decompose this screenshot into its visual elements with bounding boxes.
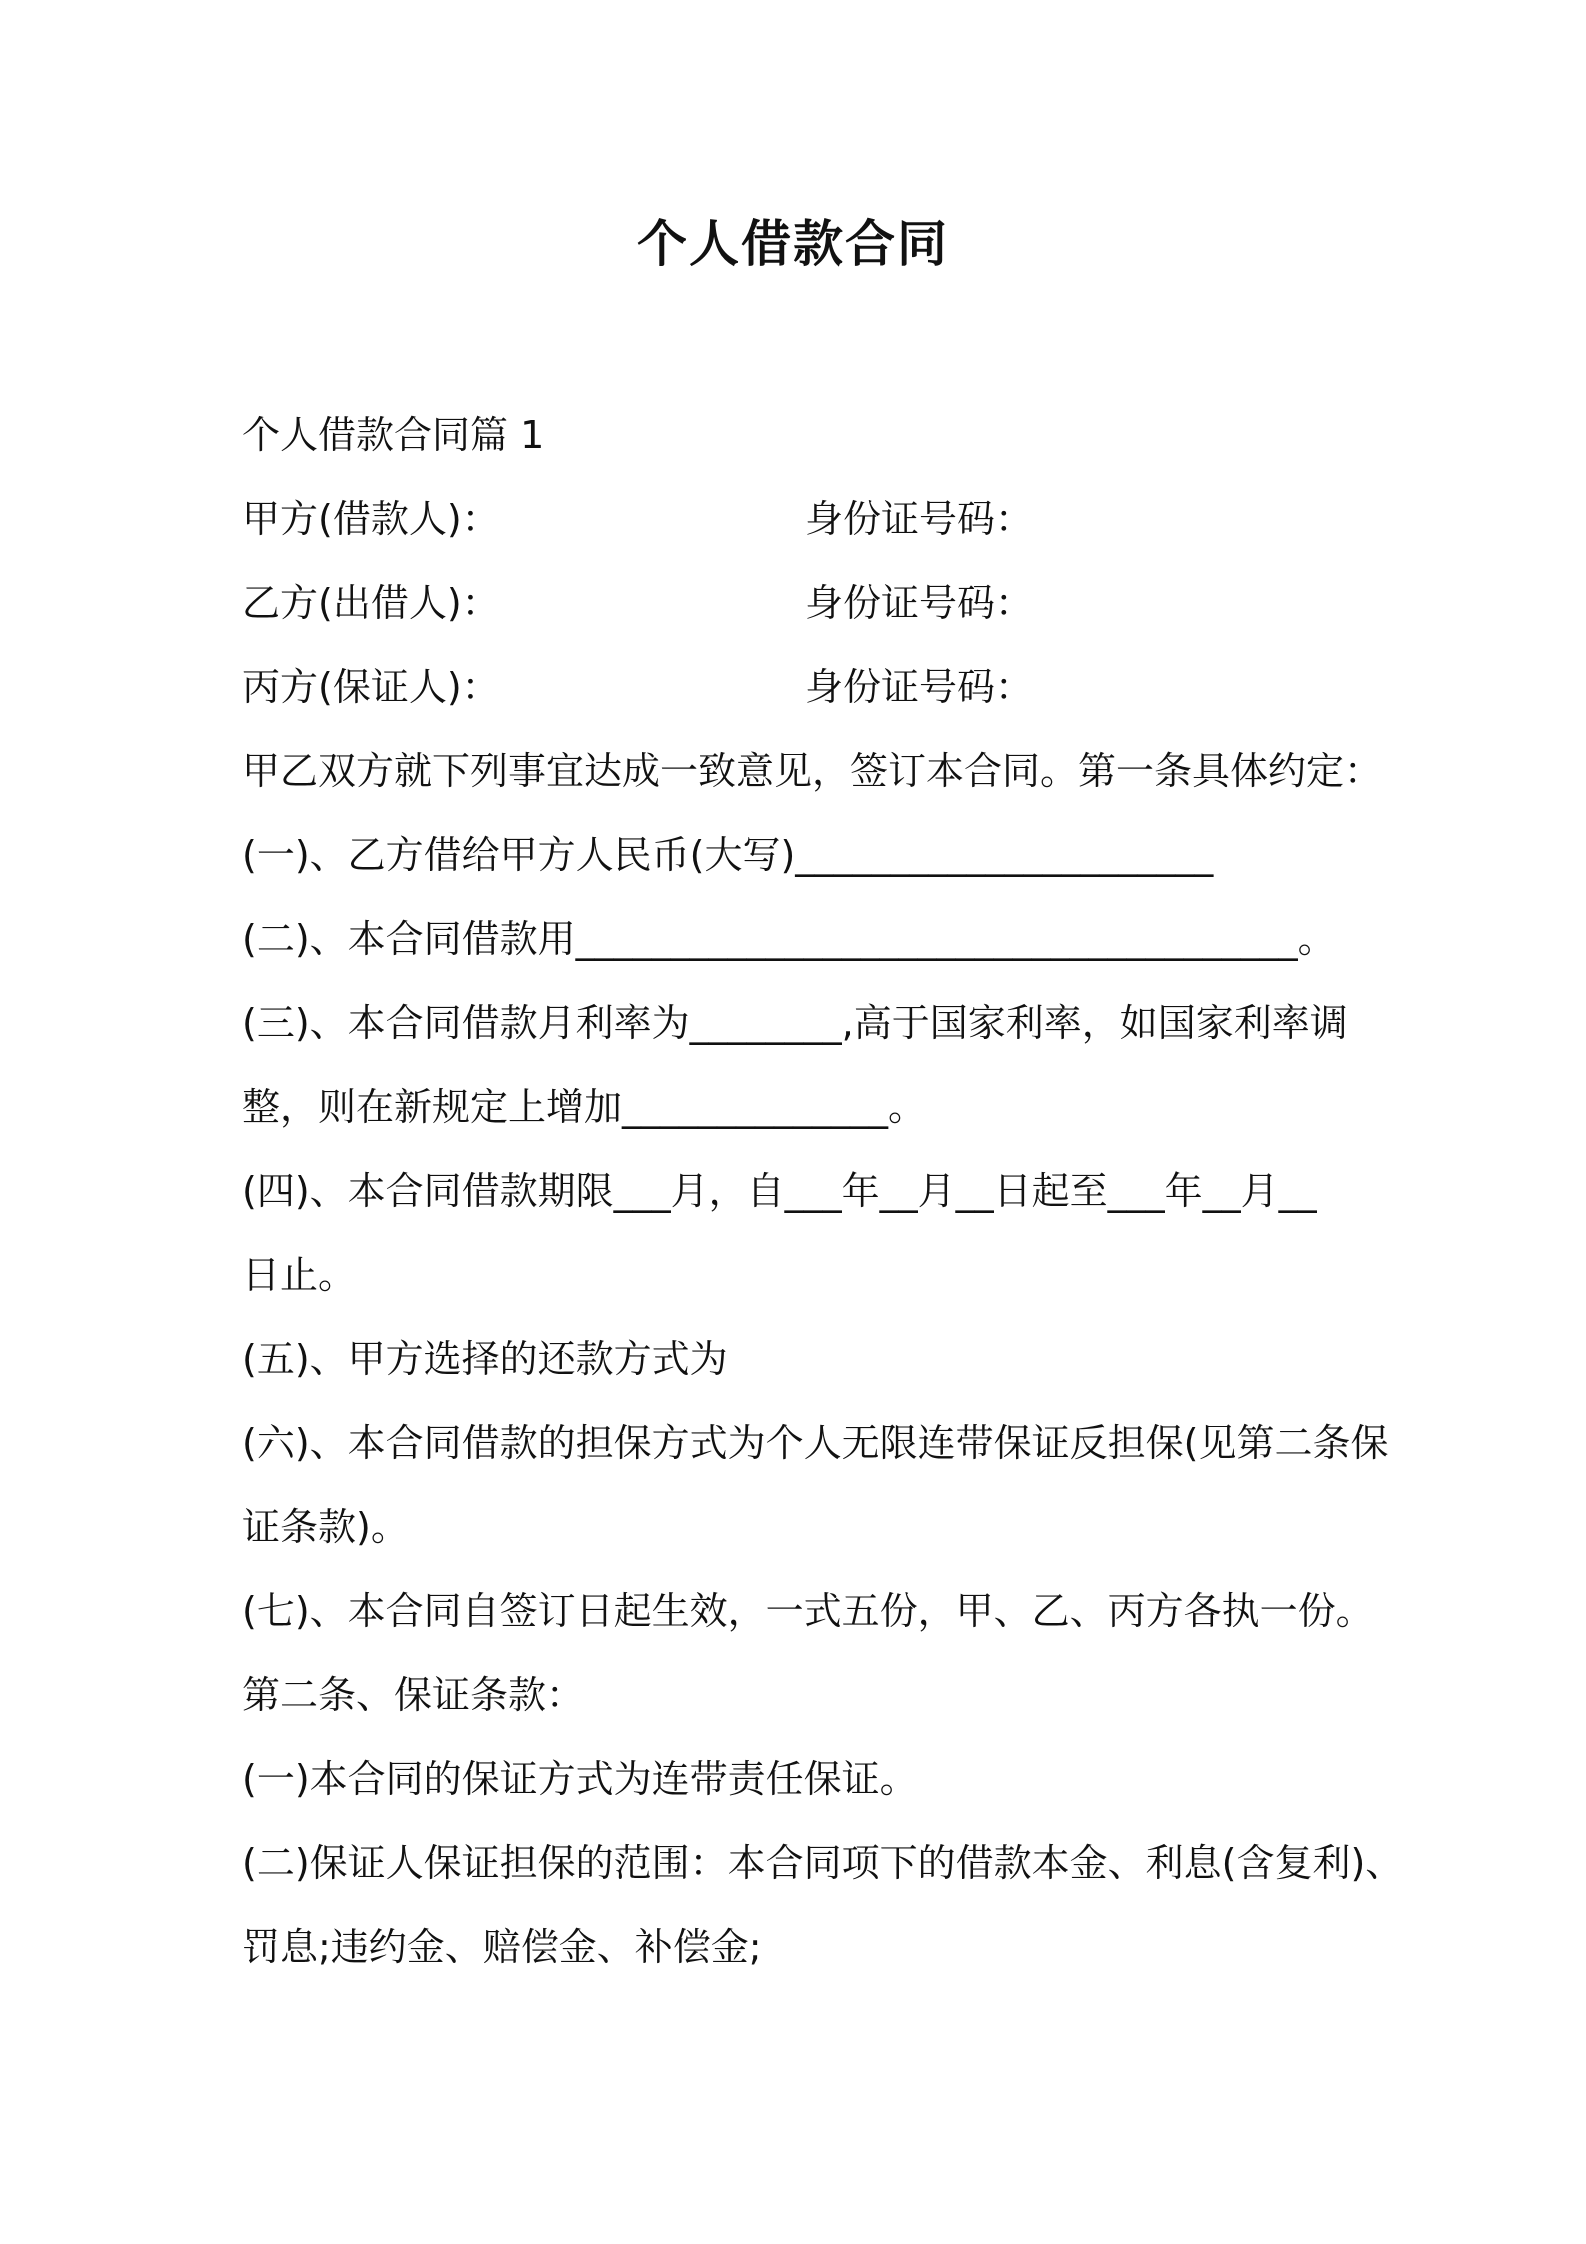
clause-3-interest: (三)、本合同借款月利率为________,高于国家利率，如国家利率调 <box>242 1001 1348 1045</box>
clause-1-amount: (一)、乙方借给甲方人民币(大写)______________________ <box>242 833 1214 877</box>
clause-6-guarantee: (六)、本合同借款的担保方式为个人无限连带保证反担保(见第二条保 <box>242 1421 1389 1465</box>
guarantee-clause-2-cont: 罚息;违约金、赔偿金、补偿金; <box>242 1925 762 1969</box>
guarantee-clause-2: (二)保证人保证担保的范围：本合同项下的借款本金、利息(含复利)、 <box>242 1841 1404 1885</box>
clause-7-effective: (七)、本合同自签订日起生效，一式五份，甲、乙、丙方各执一份。 <box>242 1589 1374 1633</box>
clause-2-purpose: (二)、本合同借款用______________________________________。 <box>242 917 1336 961</box>
clause-5-repayment: (五)、甲方选择的还款方式为 <box>242 1337 728 1381</box>
id-number-label: 身份证号码： <box>805 497 1034 541</box>
id-number-label: 身份证号码： <box>805 581 1034 625</box>
clause-6-guarantee-cont: 证条款)。 <box>242 1505 409 1549</box>
contract-intro: 甲乙双方就下列事宜达成一致意见，签订本合同。第一条具体约定： <box>242 749 1383 793</box>
party-label: 乙方(出借人)： <box>242 581 500 625</box>
party-row-borrower <box>242 494 1034 544</box>
id-number-label: 身份证号码： <box>805 665 1034 709</box>
party-row-lender <box>242 578 1034 628</box>
clause-4-term-cont: 日止。 <box>242 1253 357 1297</box>
party-label: 甲方(借款人)： <box>242 497 500 541</box>
article-2-heading: 第二条、保证条款： <box>242 1673 585 1717</box>
clause-3-interest-cont: 整，则在新规定上增加______________。 <box>242 1085 927 1129</box>
party-label: 丙方(保证人)： <box>242 665 500 709</box>
document-title: 个人借款合同 <box>637 215 949 273</box>
guarantee-clause-1: (一)本合同的保证方式为连带责任保证。 <box>242 1757 918 1801</box>
section-heading: 个人借款合同篇 1 <box>242 413 545 457</box>
party-row-guarantor <box>242 662 1034 712</box>
clause-4-term: (四)、本合同借款期限___月，自___年__月__日起至___年__月__ <box>242 1169 1317 1213</box>
